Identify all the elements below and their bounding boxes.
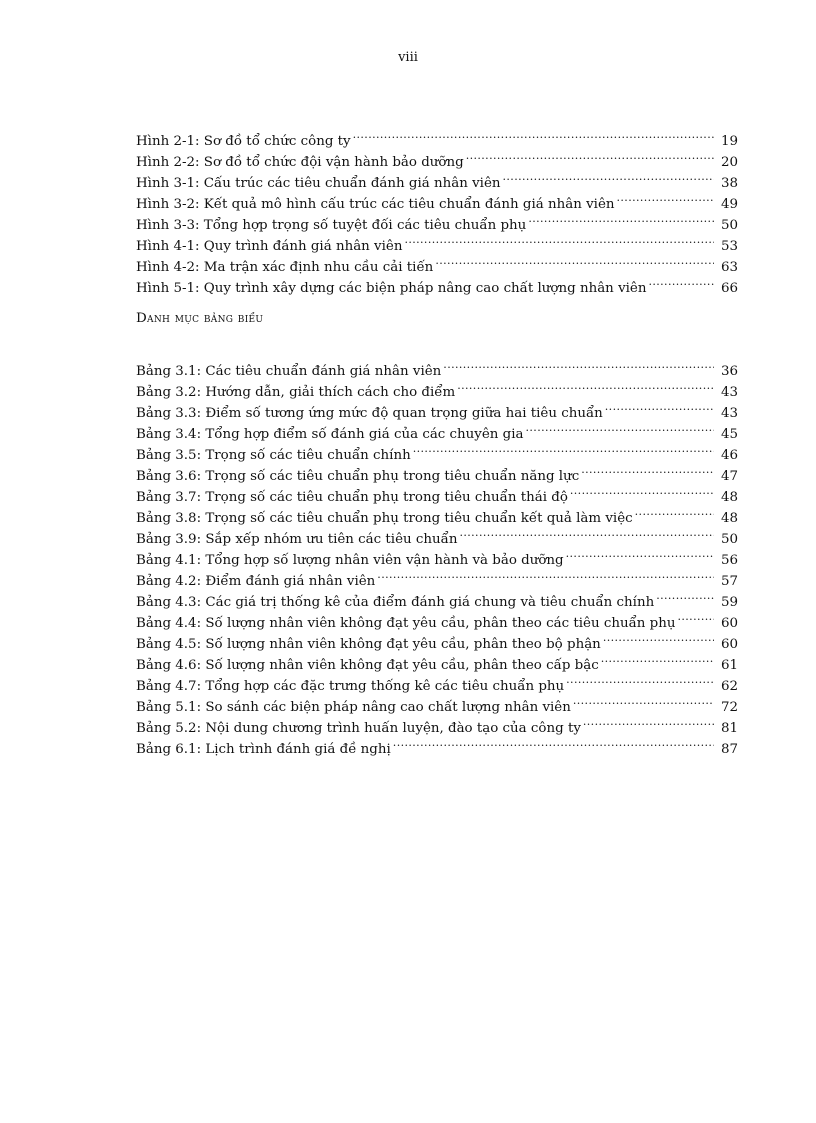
dot-leader: [566, 669, 714, 690]
toc-entry-page-number: 50: [720, 532, 738, 547]
toc-entry-label: Hình 3-2: Kết quả mô hình cấu trúc các tiêu chuẩn đánh giá nhân viên: [136, 197, 615, 212]
dot-leader: [635, 501, 714, 522]
dot-leader: [443, 354, 714, 375]
dot-leader: [677, 606, 714, 627]
dot-leader: [459, 522, 714, 543]
dot-leader: [503, 166, 715, 187]
dot-leader: [603, 627, 714, 648]
toc-entry-label: Bảng 4.6: Số lượng nhân viên không đạt yêu cầu, phân theo cấp bậc: [136, 658, 599, 673]
toc-entry-page-number: 38: [720, 176, 738, 191]
toc-entry-page-number: 72: [720, 700, 738, 715]
toc-entry-label: Bảng 3.5: Trọng số các tiêu chuẩn chính: [136, 448, 411, 463]
toc-entry-page-number: 49: [720, 197, 738, 212]
toc-entry-label: Hình 5-1: Quy trình xây dựng các biện pháp nâng cao chất lượng nhân viên: [136, 281, 647, 296]
toc-entry-page-number: 43: [720, 385, 738, 400]
toc-entry-page-number: 87: [720, 742, 738, 757]
page-number: viii: [398, 50, 418, 65]
dot-leader: [605, 396, 714, 417]
dot-leader: [377, 564, 714, 585]
toc-entry-label: Hình 3-3: Tổng hợp trọng số tuyệt đối các tiêu chuẩn phụ: [136, 218, 527, 233]
toc-entry-label: Bảng 4.7: Tổng hợp các đặc trưng thống kê các tiêu chuẩn phụ: [136, 679, 565, 694]
toc-entry-page-number: 60: [720, 616, 738, 631]
toc-entry-label: Bảng 4.5: Số lượng nhân viên không đạt yêu cầu, phân theo bộ phận: [136, 637, 601, 652]
dot-leader: [656, 585, 714, 606]
toc-entry-page-number: 20: [720, 155, 738, 170]
toc-entry-label: Bảng 3.2: Hướng dẫn, giải thích cách cho điểm: [136, 385, 456, 400]
toc-entry-label: Bảng 3.1: Các tiêu chuẩn đánh giá nhân viên: [136, 364, 442, 379]
dot-leader: [648, 271, 714, 292]
toc-entry-label: Bảng 4.3: Các giá trị thống kê của điểm đánh giá chung và tiêu chuẩn chính: [136, 595, 655, 610]
toc-entry-label: Bảng 3.4: Tổng hợp điểm số đánh giá của các chuyên gia: [136, 427, 524, 442]
toc-entry-page-number: 63: [720, 260, 738, 275]
dot-leader: [573, 690, 714, 711]
toc-entry-page-number: 62: [720, 679, 738, 694]
toc-entry-page-number: 48: [720, 511, 738, 526]
toc-entry-label: Bảng 3.6: Trọng số các tiêu chuẩn phụ trong tiêu chuẩn năng lực: [136, 469, 580, 484]
toc-entry-page-number: 19: [720, 134, 738, 149]
toc-entry-page-number: 46: [720, 448, 738, 463]
toc-entry-page-number: 61: [720, 658, 738, 673]
dot-leader: [601, 648, 714, 669]
dot-leader: [457, 375, 714, 396]
toc-entry-label: Hình 4-2: Ma trận xác định nhu cầu cải tiến: [136, 260, 434, 275]
tables-section-heading: Danh mục bảng biểu: [136, 311, 264, 326]
toc-entry-page-number: 48: [720, 490, 738, 505]
dot-leader: [435, 250, 714, 271]
toc-entry-label: Hình 4-1: Quy trình đánh giá nhân viên: [136, 239, 403, 254]
toc-entry-label: Bảng 3.8: Trọng số các tiêu chuẩn phụ trong tiêu chuẩn kết quả làm việc: [136, 511, 633, 526]
toc-entry-page-number: 45: [720, 427, 738, 442]
dot-leader: [570, 480, 714, 501]
figure-list-entry: [136, 124, 738, 149]
toc-entry-page-number: 59: [720, 595, 738, 610]
toc-entry-label: Bảng 3.9: Sắp xếp nhóm ưu tiên các tiêu chuẩn: [136, 532, 458, 547]
toc-entry-label: Bảng 4.4: Số lượng nhân viên không đạt yêu cầu, phân theo các tiêu chuẩn phụ: [136, 616, 676, 631]
toc-entry-label: Hình 3-1: Cấu trúc các tiêu chuẩn đánh giá nhân viên: [136, 176, 501, 191]
toc-entry-page-number: 53: [720, 239, 738, 254]
toc-entry-label: Hình 2-1: Sơ đồ tổ chức công ty: [136, 134, 351, 149]
dot-leader: [526, 417, 714, 438]
tables-list: [136, 354, 738, 757]
dot-leader: [466, 145, 714, 166]
dot-leader: [413, 438, 714, 459]
toc-entry-page-number: 43: [720, 406, 738, 421]
dot-leader: [393, 732, 714, 753]
toc-entry-page-number: 57: [720, 574, 738, 589]
toc-entry-page-number: 56: [720, 553, 738, 568]
toc-entry-page-number: 66: [720, 281, 738, 296]
dot-leader: [617, 187, 715, 208]
toc-entry-label: Bảng 6.1: Lịch trình đánh giá đề nghị: [136, 742, 391, 757]
dot-leader: [353, 124, 714, 145]
dot-leader: [528, 208, 714, 229]
dot-leader: [566, 543, 714, 564]
toc-entry-page-number: 50: [720, 218, 738, 233]
toc-entry-label: Bảng 5.2: Nội dung chương trình huấn luyện, đào tạo của công ty: [136, 721, 581, 736]
toc-entry-page-number: 81: [720, 721, 738, 736]
dot-leader: [581, 459, 714, 480]
toc-entry-label: Bảng 3.3: Điểm số tương ứng mức độ quan trọng giữa hai tiêu chuẩn: [136, 406, 603, 421]
toc-entry-page-number: 60: [720, 637, 738, 652]
toc-entry-label: Bảng 4.2: Điểm đánh giá nhân viên: [136, 574, 376, 589]
toc-entry-page-number: 36: [720, 364, 738, 379]
toc-entry-label: Hình 2-2: Sơ đồ tổ chức đội vận hành bảo dưỡng: [136, 155, 464, 170]
table-list-entry: [136, 354, 738, 379]
dot-leader: [404, 229, 714, 250]
toc-entry-page-number: 47: [720, 469, 738, 484]
toc-entry-label: Bảng 4.1: Tổng hợp số lượng nhân viên vận hành và bảo dưỡng: [136, 553, 564, 568]
dot-leader: [583, 711, 714, 732]
toc-entry-label: Bảng 3.7: Trọng số các tiêu chuẩn phụ trong tiêu chuẩn thái độ: [136, 490, 568, 505]
figures-list: [136, 124, 738, 296]
toc-entry-label: Bảng 5.1: So sánh các biện pháp nâng cao chất lượng nhân viên: [136, 700, 571, 715]
